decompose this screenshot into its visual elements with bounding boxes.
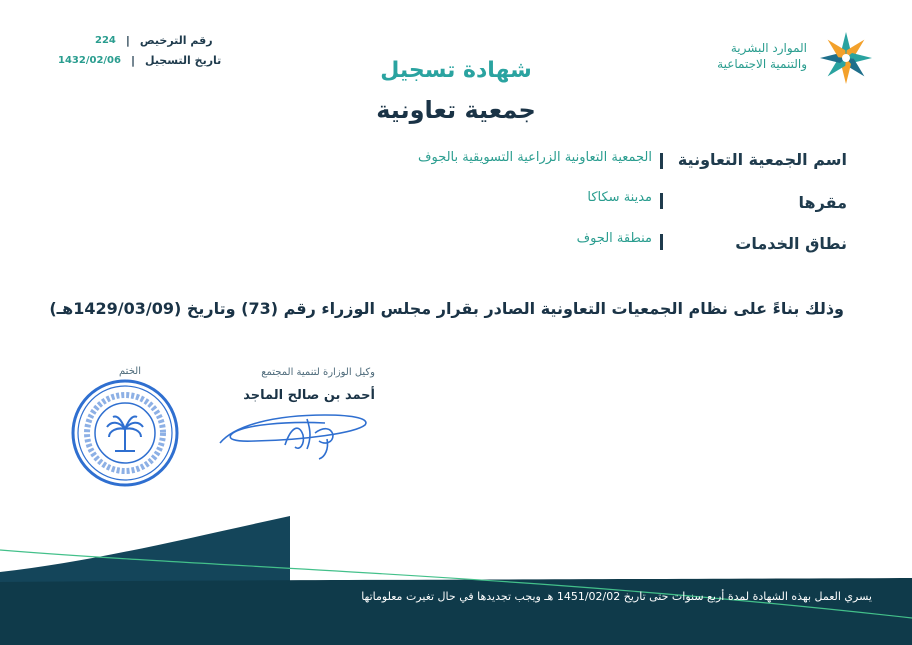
divider [660, 153, 663, 169]
certificate-title: شهادة تسجيل [380, 58, 532, 83]
field-label: اسم الجمعية التعاونية [677, 150, 847, 169]
signatory-name: أحمد بن صالح الماجد [243, 388, 375, 403]
signatory-title: وكيل الوزارة لتنمية المجتمع [261, 367, 375, 378]
logo-text-line1: الموارد البشرية [730, 41, 807, 55]
field-value: الجمعية التعاونية الزراعية التسويقية بالجوف [418, 150, 652, 165]
divider: | [130, 54, 135, 67]
divider [660, 234, 663, 250]
field-value: مدينة سكاكا [587, 190, 652, 205]
validity-notice: يسري العمل بهذه الشهادة لمدة أربع سنوات حتى تاريخ 1451/02/02 هـ ويجب تجديدها في حال تغيرت معلوماتها [361, 590, 872, 603]
field-value: منطقة الجوف [576, 231, 652, 246]
divider: | [125, 34, 130, 47]
handwritten-signature [215, 405, 375, 460]
license-number-value: 224 [95, 35, 116, 46]
seal-label: الختم [119, 366, 141, 377]
legal-basis-statement: وذلك بناءً على نظام الجمعيات التعاونية الصادر بقرار مجلس الوزراء رقم (73) وتاريخ (1429/03/09هـ) [49, 299, 844, 318]
registration-date-value: 1432/02/06 [58, 55, 121, 66]
field-label: نطاق الخدمات [735, 234, 847, 253]
official-stamp-icon [70, 378, 180, 488]
divider [660, 193, 663, 209]
license-number-label: رقم الترخيص [139, 34, 213, 47]
field-label: مقرها [798, 193, 847, 212]
certificate-subtitle: جمعية تعاونية [376, 96, 536, 124]
logo-text-line2: والتنمية الاجتماعية [717, 57, 807, 71]
registration-date-label: تاريخ التسجيل [145, 54, 222, 67]
license-number-row [95, 34, 213, 47]
footer-wave-band [0, 510, 912, 645]
